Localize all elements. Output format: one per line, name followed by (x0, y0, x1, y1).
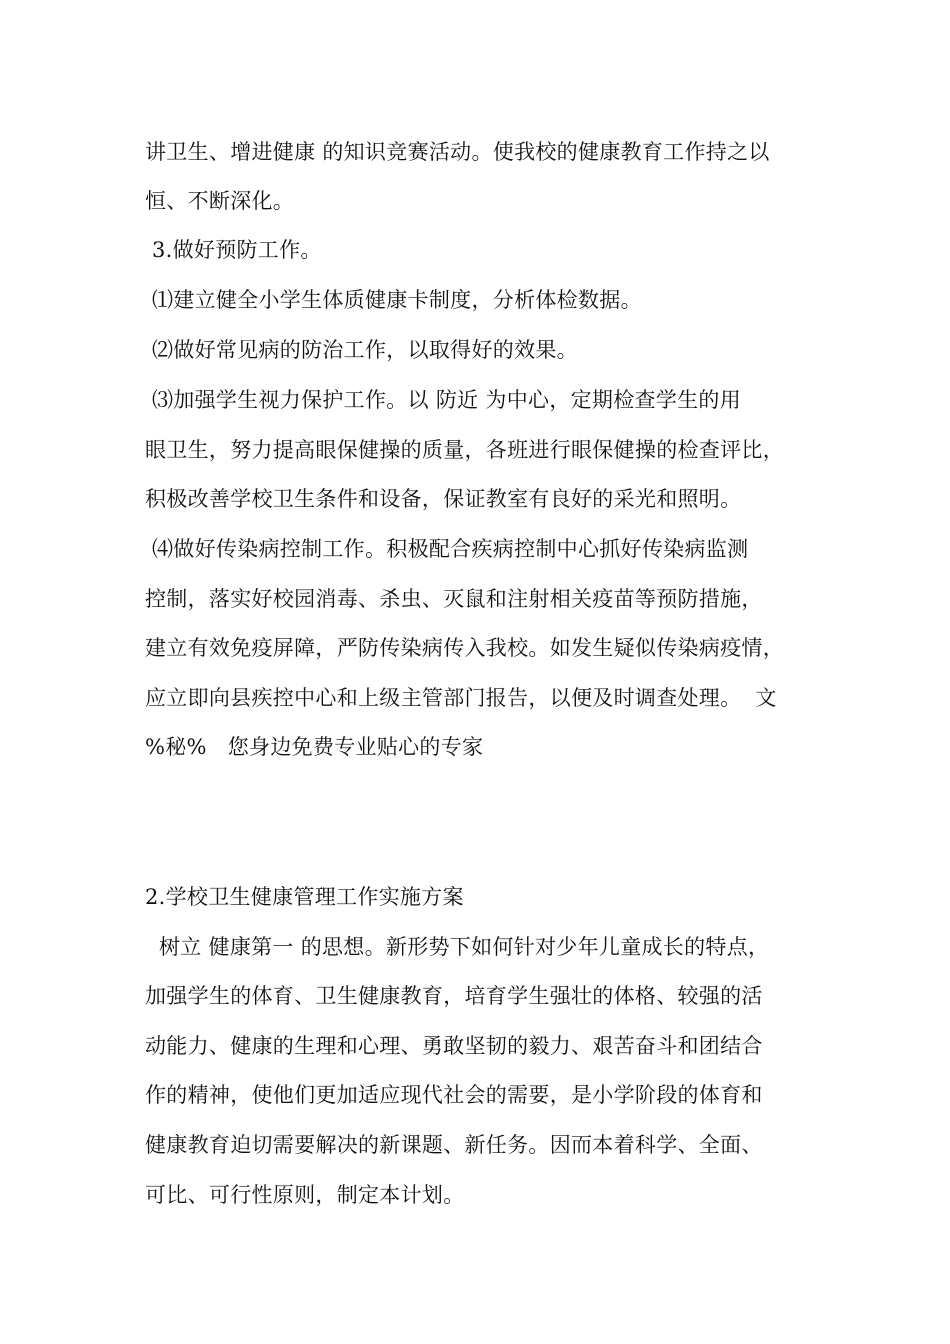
text-line: 作的精神，使他们更加适应现代社会的需要，是小学阶段的体育和 (145, 1083, 763, 1107)
list-item: ⑴建立健全小学生体质健康卡制度，分析体检数据。 (145, 288, 642, 312)
list-item: ⑶加强学生视力保护工作。以 防近 为中心，定期检查学生的用 (145, 388, 742, 412)
list-item: ⑵做好常见病的防治工作，以取得好的效果。 (145, 338, 578, 362)
text-line: 应立即向县疾控中心和上级主管部门报告，以便及时调查处理。 文 (145, 686, 777, 710)
text-line: 控制，落实好校园消毒、杀虫、灭鼠和注射相关疫苗等预防措施， (145, 587, 763, 611)
text-line: 建立有效免疫屏障，严防传染病传入我校。如发生疑似传染病疫情， (145, 636, 784, 660)
section-heading: 3.做好预防工作。 (145, 238, 322, 262)
text-line: 讲卫生、增进健康 的知识竞赛活动。使我校的健康教育工作持之以 (145, 140, 770, 164)
text-line: 恒、不断深化。 (145, 189, 295, 213)
section-title: 2.学校卫生健康管理工作实施方案 (145, 885, 464, 909)
text-line: 积极改善学校卫生条件和设备，保证教室有良好的采光和照明。 (145, 487, 742, 511)
text-line: 眼卫生，努力提高眼保健操的质量，各班进行眼保健操的检查评比， (145, 438, 784, 462)
text-line: 可比、可行性原则，制定本计划。 (145, 1183, 465, 1207)
text-line: 动能力、健康的生理和心理、勇敢坚韧的毅力、艰苦奋斗和团结合 (145, 1034, 763, 1058)
text-line: %秘% 您身边免费专业贴心的专家 (145, 735, 484, 759)
list-item: ⑷做好传染病控制工作。积极配合疾病控制中心抓好传染病监测 (145, 537, 749, 561)
text-line: 树立 健康第一 的思想。新形势下如何针对少年儿童成长的特点， (145, 935, 770, 959)
text-line: 加强学生的体育、卫生健康教育，培育学生强壮的体格、较强的活 (145, 984, 763, 1008)
text-line: 健康教育迫切需要解决的新课题、新任务。因而本着科学、全面、 (145, 1133, 763, 1157)
